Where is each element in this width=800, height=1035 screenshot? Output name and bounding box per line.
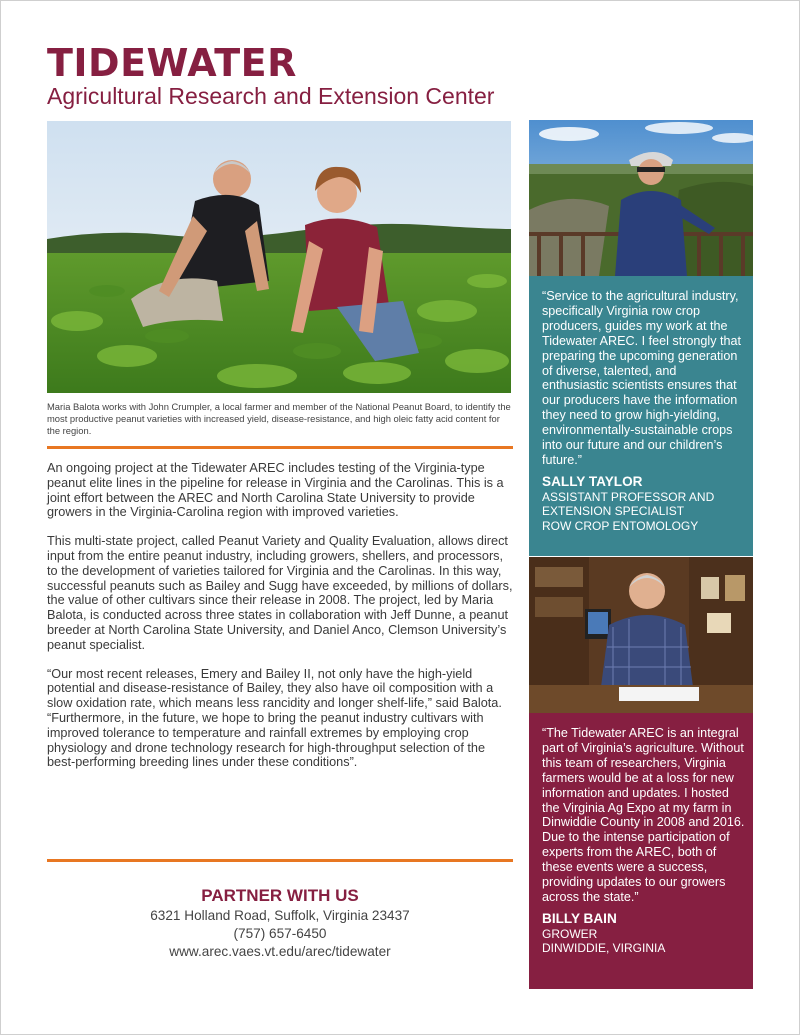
page-title: TIDEWATER — [47, 41, 297, 85]
photo-caption: Maria Balota works with John Crumpler, a local farmer and member of the National Peanut Board, to identify the most productive peanut varieties with increased yield, disease-resistance, and high oleic fatty acid content for the region. — [47, 401, 511, 436]
orange-divider-top — [47, 446, 513, 449]
testimonial-name: SALLY TAYLOR — [542, 473, 643, 489]
article-paragraph: This multi-state project, called Peanut Variety and Quality Evaluation, allows direct input from the entire peanut industry, including growers, shellers, and processors, to the development of varieties tailored for Virginia and the Carolinas. In this way, successful peanuts such as Bailey and Sugg have exceeded, by millions of dollars, the value of other cultivars since their release in 2008. The project, led by Maria Balota, is conducted across three states in collaboration with Jeff Dunne, a peanut breeder at North Carolina State University, and Daniel Anco, Clemson University’s peanut specialist. — [47, 534, 513, 652]
partner-phone[interactable]: (757) 657-6450 — [233, 926, 327, 941]
article-paragraph: An ongoing project at the Tidewater AREC includes testing of the Virginia-type peanut elite lines in the pipeline for release in Virginia and the Carolinas. This is a joint effort between the AREC and North Carolina State University to provide growers in the Virginia-Carolina region with improved varieties. — [47, 461, 504, 520]
article-body — [47, 461, 513, 784]
man-at-desk-photo — [529, 557, 753, 713]
testimonial-bain — [529, 713, 753, 989]
partner-website[interactable]: www.arec.vaes.vt.edu/arec/tidewater — [169, 944, 391, 959]
testimonial-name: BILLY BAIN — [542, 910, 617, 926]
page-subtitle: Agricultural Research and Extension Center — [47, 83, 495, 109]
testimonial-role: DINWIDDIE, VIRGINIA — [542, 941, 666, 956]
testimonial-taylor — [529, 276, 753, 556]
testimonial-role: EXTENSION SPECIALIST — [542, 504, 685, 519]
testimonial-role: ROW CROP ENTOMOLOGY — [542, 518, 699, 533]
testimonial-role: GROWER — [542, 926, 598, 941]
testimonial-quote: “The Tidewater AREC is an integral part of Virginia’s agriculture. Without this team of researchers, Virginia farmers would be at a loss for new information and updates. I hosted the Virginia Ag Expo at my farm in Dinwiddie County in 2008 and 2016. Due to the intense participation of experts from the AREC, both of these events were a success, providing updates to our growers across the state.” — [542, 726, 745, 904]
orange-divider-bottom — [47, 859, 513, 862]
testimonial-role: ASSISTANT PROFESSOR AND — [542, 489, 715, 504]
farmers-in-peanut-field-photo — [47, 121, 511, 393]
partner-address: 6321 Holland Road, Suffolk, Virginia 23437 — [150, 908, 410, 923]
article-paragraph: “Our most recent releases, Emery and Bailey II, not only have the high-yield potential and disease-resistance of Bailey, they also have oil composition with a slow oxidation rate, which means less rancidity and longer shelf-life,” said Balota. “Furthermore, in the future, we hope to bring the peanut industry cultivars with improved tolerance to temperature and rainfall extremes by employing crop physiology and drone technology research for high-throughput selection of the best-performing breeding lines under these conditions”. — [47, 666, 502, 770]
woman-on-overlook-photo — [529, 120, 753, 276]
partner-heading: PARTNER WITH US — [201, 886, 359, 905]
partner-contact-block — [47, 885, 513, 961]
testimonial-quote: “Service to the agricultural industry, specifically Virginia row crop producers, guides my work at the Tidewater AREC. I feel strongly that preparing the upcoming generation of diverse, talented, and enthusiastic scientists ensures that our producers have the information they need to grow high-yielding, environmentally-sustainable crops into our future and our children’s future.” — [542, 289, 742, 467]
